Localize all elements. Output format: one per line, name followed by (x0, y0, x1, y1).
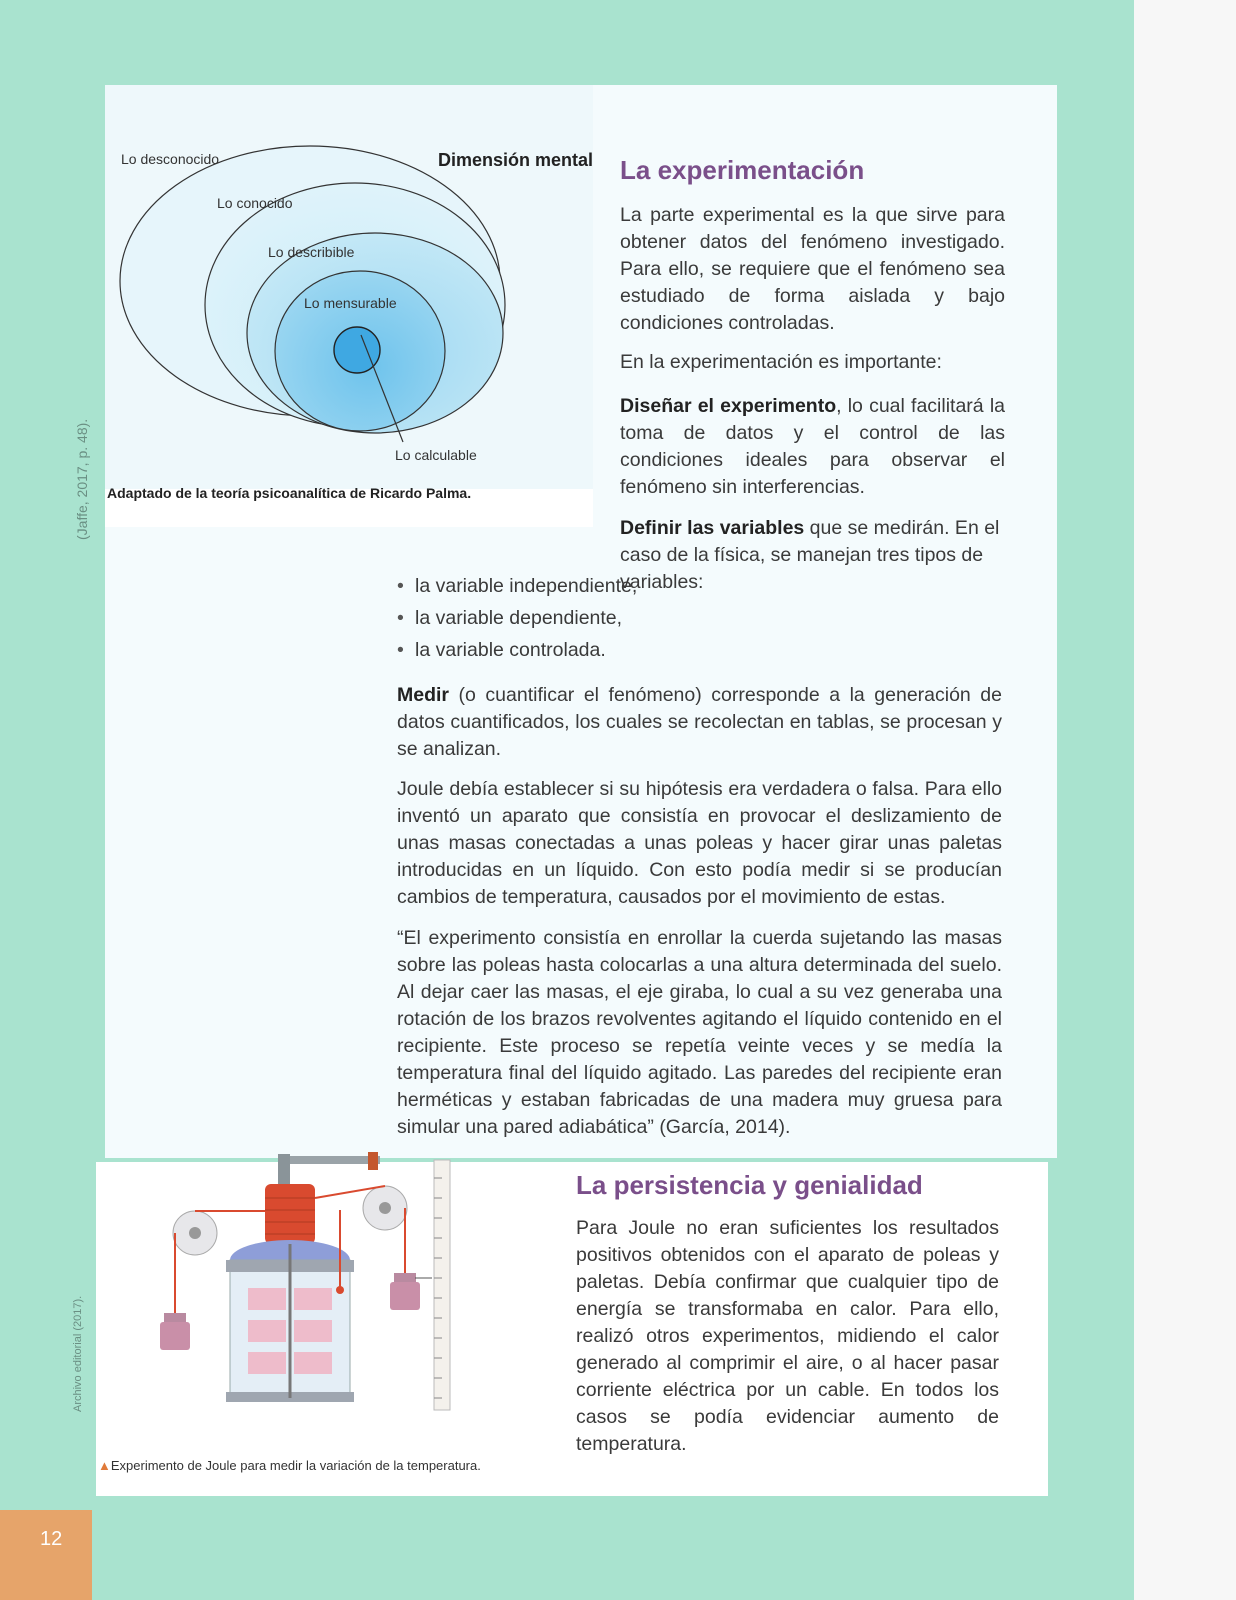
list-item: • la variable dependiente, (397, 602, 637, 634)
design-term: Diseñar el experimento (620, 395, 837, 417)
design-text: , lo cual facilitará la toma de datos y el control de las condiciones ideales para observar el fenómeno sin interferencias. (620, 395, 1006, 498)
page-number-tab (0, 1510, 92, 1600)
page-edge (1134, 0, 1236, 1600)
page-number: 12 (40, 1528, 63, 1550)
figure-caption (98, 1458, 481, 1473)
variables-text: que se medirán. En el caso de la física, se manejan tres tipos de variables: (620, 517, 1000, 593)
label-unknown: Lo desconocido (121, 151, 220, 167)
paragraph-important: En la experimentación es importante: (620, 351, 942, 373)
paragraph-quote: “El experimento consistía en enrollar la cuerda sujetando las masas sobre las poleas hasta colocarlas a una altura determinada del suelo. Al dejar caer las masas, el eje giraba, lo cual a su vez generaba una rotación de los brazos revolventes agitando el líquido contenido en el recipiente. Este proceso se repetía veinte veces y se medía la temperatura final del líquido agitado. Las paredes del recipiente eran herméticas y estaban fabricadas de una madera muy gruesa para simular una pared adiabática” (García, 2014). (397, 927, 1002, 1138)
variables-list (397, 570, 637, 666)
variables-term: Definir las variables (620, 517, 805, 539)
paragraph-joule-hypothesis: Joule debía establecer si su hipótesis era verdadera o falsa. Para ello inventó un aparato que consistía en provocar el deslizamiento de unas masas conectadas a unas poleas y hacer girar unas paletas introducidas en un líquido. Con esto podía medir si se producían cambios de temperatura, causados por el movimiento de estas. (397, 778, 1002, 908)
paragraph-variables (620, 515, 1005, 596)
paragraph-design (620, 393, 1005, 501)
heading-persistence: La persistencia y genialidad (576, 1170, 923, 1200)
diagram-caption: Adaptado de la teoría psicoanalítica de Ricardo Palma. (107, 485, 472, 501)
credit-bottom: Archivo editorial (2017). (72, 1295, 84, 1412)
paragraph-measure (397, 682, 1002, 763)
figure-caption-text: Experimento de Joule para medir la variación de la temperatura. (110, 1458, 481, 1473)
label-describable: Lo describible (268, 244, 355, 260)
measure-term: Medir (397, 684, 450, 706)
paragraph-experimental: La parte experimental es la que sirve para obtener datos del fenómeno investigado. Para ello, se requiere que el fenómeno sea estudiado de forma aislada y bajo condiciones controladas. (620, 204, 1005, 334)
label-known: Lo conocido (217, 195, 293, 211)
measure-text: (o cuantificar el fenómeno) corresponde a la generación de datos cuantificados, los cuales se recolectan en tablas, se procesan y se analizan. (397, 684, 1002, 760)
joule-apparatus-illustration (150, 1148, 480, 1418)
diagram-title: Dimensión mental (438, 150, 594, 170)
mental-dimension-diagram (105, 85, 593, 489)
credit-top: (Jaffe, 2017, p. 48). (74, 418, 90, 540)
list-item: • la variable independiente, (397, 570, 637, 602)
paragraph-persistence: Para Joule no eran suficientes los resultados positivos obtenidos con el aparato de poleas y paletas. Debía confirmar que cualquier tipo de energía se transformaba en calor. Para ello, realizó otros experimentos, midiendo el calor generado al comprimir el aire, o al hacer pasar corriente eléctrica por un cable. En todos los casos se podía evidenciar aumento de temperatura. (576, 1217, 999, 1455)
label-calculable: Lo calculable (395, 447, 477, 463)
label-measurable: Lo mensurable (304, 295, 397, 311)
list-item: • la variable controlada. (397, 634, 637, 666)
caption-triangle-icon: ▲ (98, 1458, 111, 1473)
heading-experimentation: La experimentación (620, 155, 865, 185)
